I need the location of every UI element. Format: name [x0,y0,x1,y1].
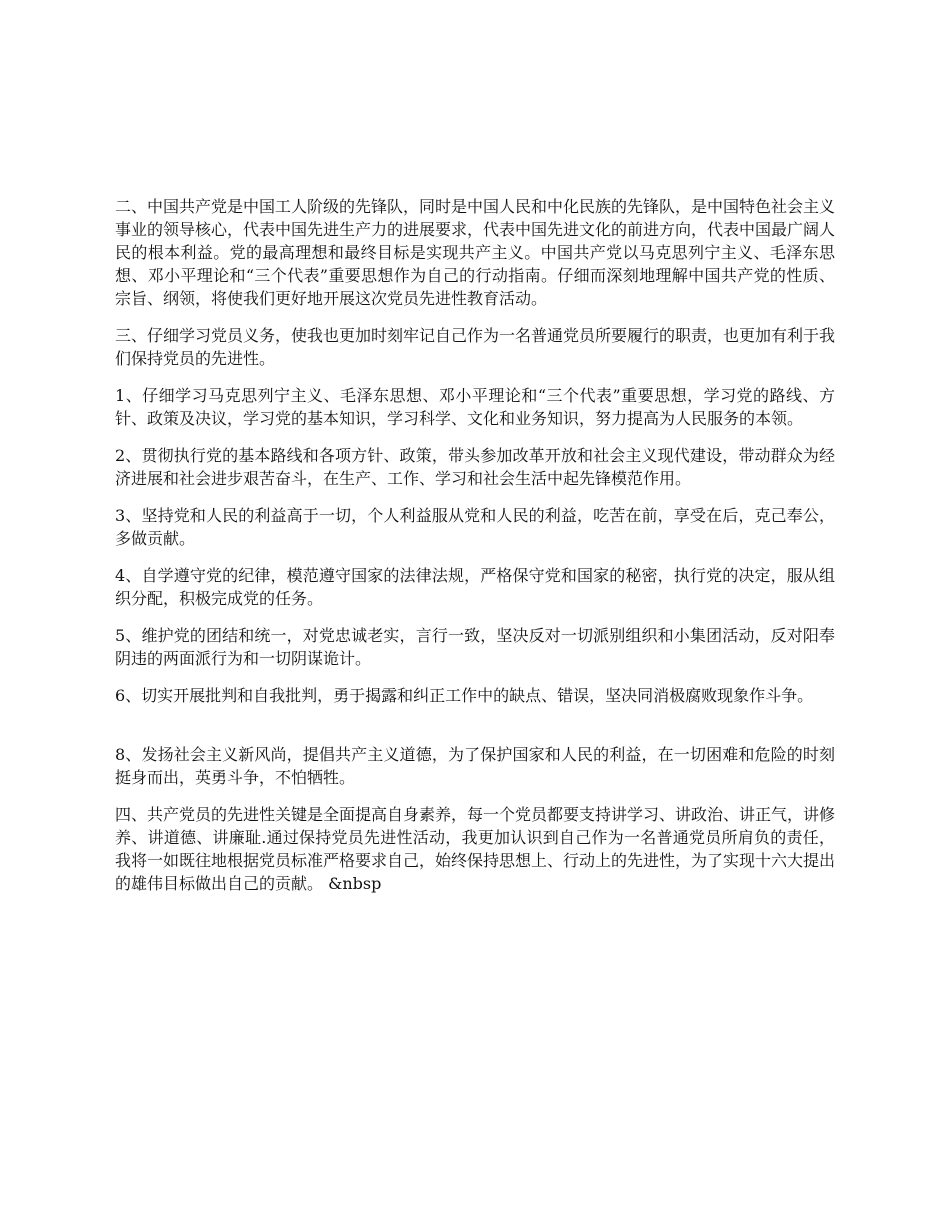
paragraph-item-6: 6、切实开展批判和自我批判，勇于揭露和纠正工作中的缺点、错误，坚决同消极腐败现象作斗争。 [115,686,814,705]
document-body [115,195,835,909]
paragraph-section-four: 四、共产党员的先进性关键是全面提高自身素养，每一个党员都要支持讲学习、讲政治、讲正气，讲修养、讲道德、讲廉耻.通过保持党员先进性活动，我更加认识到自己作为一名普通党员所肩负的责任，我将一如既往地根据党员标准严格要求自己，始终保持思想上、行动上的先进性，为了实现十六大提出的雄伟目标做出自己的贡献。 &nbsp [115,805,836,893]
paragraph-section-three: 三、仔细学习党员义务，使我也更加时刻牢记自己作为一名普通党员所要履行的职责，也更加有利于我们保持党员的先进性。 [115,326,836,368]
paragraph-item-8: 8、发扬社会主义新风尚，提倡共产主义道德，为了保护国家和人民的利益，在一切困难和危险的时刻挺身而出，英勇斗争，不怕牺牲。 [115,745,835,787]
paragraph-item-4: 4、自学遵守党的纪律，模范遵守国家的法律法规，严格保守党和国家的秘密，执行党的决定，服从组织分配，积极完成党的任务。 [115,566,835,608]
paragraph-item-5: 5、维护党的团结和统一，对党忠诚老实，言行一致，坚决反对一切派别组织和小集团活动，反对阳奉阴违的两面派行为和一切阴谋诡计。 [115,626,835,668]
paragraph-item-1: 1、仔细学习马克思列宁主义、毛泽东思想、邓小平理论和“三个代表”重要思想，学习党的路线、方针、政策及决议，学习党的基本知识，学习科学、文化和业务知识，努力提高为人民服务的本领。 [115,386,835,428]
paragraph-item-3: 3、坚持党和人民的利益高于一切，个人利益服从党和人民的利益，吃苦在前，享受在后，克己奉公，多做贡献。 [115,506,835,548]
paragraph-item-2: 2、贯彻执行党的基本路线和各项方针、政策，带头参加改革开放和社会主义现代建设，带动群众为经济进展和社会进步艰苦奋斗，在生产、工作、学习和社会生活中起先锋模范作用。 [115,446,835,488]
paragraph-section-two: 二、中国共产党是中国工人阶级的先锋队，同时是中国人民和中化民族的先锋队，是中国特色社会主义事业的领导核心，代表中国先进生产力的进展要求，代表中国先进文化的前进方向，代表中国最广阔人民的根本利益。党的最高理想和最终目标是实现共产主义。中国共产党以马克思列宁主义、毛泽东思想、邓小平理论和“三个代表”重要思想作为自己的行动指南。仔细而深刻地理解中国共产党的性质、宗旨、纲领，将使我们更好地开展这次党员先进性教育活动。 [115,197,836,308]
